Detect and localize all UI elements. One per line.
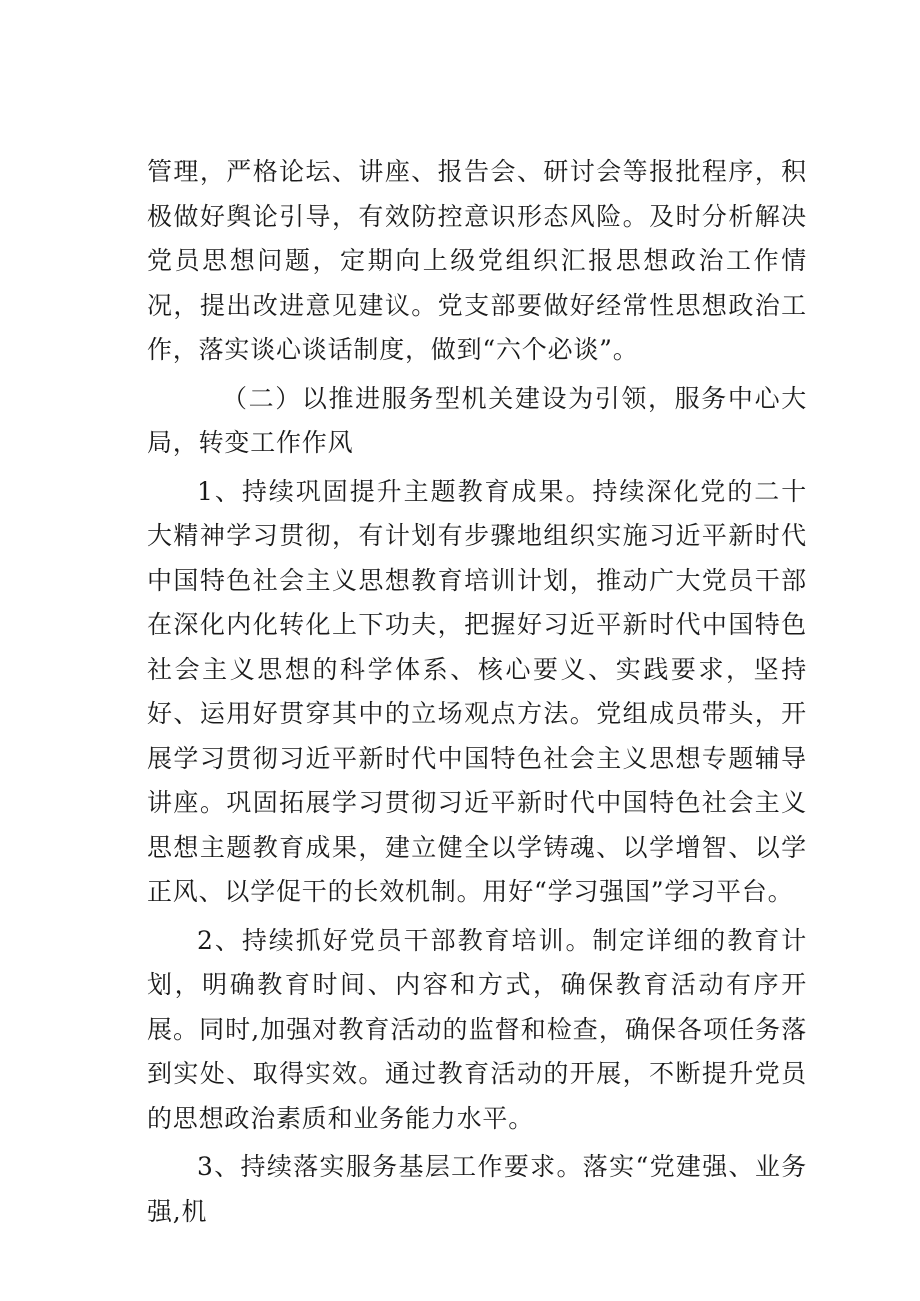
paragraph-item-3: 3、持续落实服务基层工作要求。落实“党建强、业务强,机: [147, 1152, 807, 1226]
paragraph-continuation: 管理，严格论坛、讲座、报告会、研讨会等报批程序，积极做好舆论引导，有效防控意识形态风险。及时分析解决党员思想问题，定期向上级党组织汇报思想政治工作情况，提出改进意见建议。党支部要做好经常性思想政治工作，落实谈心谈话制度，做到“六个必谈”。: [147, 157, 807, 364]
section-heading: （二）以推进服务型机关建设为引领，服务中心大局，转变工作作风: [147, 383, 807, 457]
paragraph-item-2: 2、持续抓好党员干部教育培训。制定详细的教育计划，明确教育时间、内容和方式，确保教育活动有序开展。同时,加强对教育活动的监督和检查，确保各项任务落到实处、取得实效。通过教育活动的开展，不断提升党员的思想政治素质和业务能力水平。: [147, 925, 807, 1133]
document-body: [147, 150, 807, 1234]
paragraph-item-1: 1、持续巩固提升主题教育成果。持续深化党的二十大精神学习贯彻，有计划有步骤地组织实施习近平新时代中国特色社会主义思想教育培训计划，推动广大党员干部在深化内化转化上下功夫，把握好习近平新时代中国特色社会主义思想的科学体系、核心要义、实践要求，坚持好、运用好贯穿其中的立场观点方法。党组成员带头，开展学习贯彻习近平新时代中国特色社会主义思想专题辅导讲座。巩固拓展学习贯彻习近平新时代中国特色社会主义思想主题教育成果，建立健全以学铸魂、以学增智、以学正风、以学促干的长效机制。用好“学习强国”学习平台。: [147, 476, 807, 906]
